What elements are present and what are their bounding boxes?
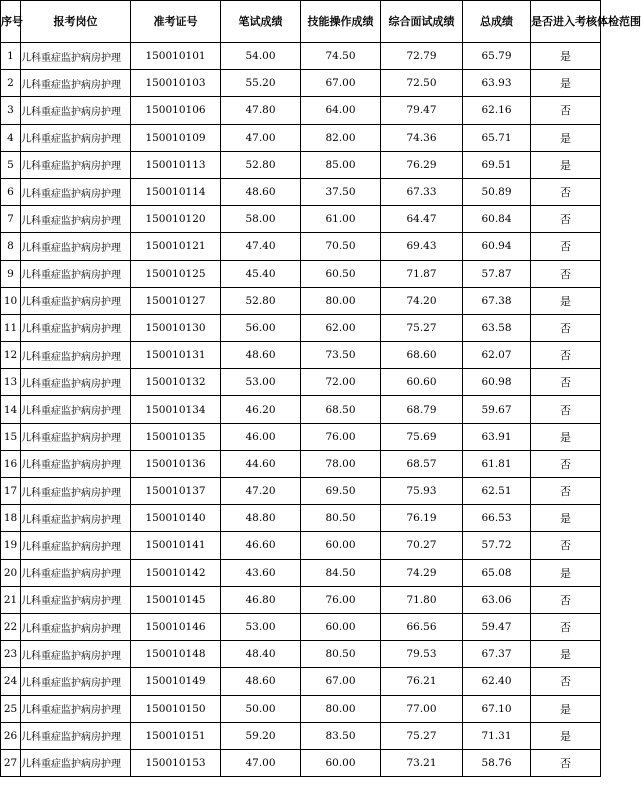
cell-total: 67.10 xyxy=(463,695,531,722)
cell-skill: 70.50 xyxy=(301,233,381,260)
cell-skill: 67.00 xyxy=(301,668,381,695)
cell-skill: 73.50 xyxy=(301,342,381,369)
cell-post: 儿科重症监护病房护理 xyxy=(21,396,131,423)
cell-written: 46.20 xyxy=(221,396,301,423)
cell-check: 否 xyxy=(531,613,601,640)
cell-interview: 69.43 xyxy=(381,233,463,260)
cell-skill: 68.50 xyxy=(301,396,381,423)
cell-skill: 74.50 xyxy=(301,43,381,70)
cell-interview: 66.56 xyxy=(381,613,463,640)
cell-post: 儿科重症监护病房护理 xyxy=(21,151,131,178)
table-row xyxy=(1,124,601,151)
cell-interview: 71.87 xyxy=(381,260,463,287)
cell-check: 否 xyxy=(531,314,601,341)
cell-written: 47.20 xyxy=(221,478,301,505)
cell-seq: 26 xyxy=(1,722,21,749)
cell-post: 儿科重症监护病房护理 xyxy=(21,287,131,314)
cell-written: 47.80 xyxy=(221,97,301,124)
cell-seq: 19 xyxy=(1,532,21,559)
cell-written: 52.80 xyxy=(221,151,301,178)
cell-interview: 68.79 xyxy=(381,396,463,423)
cell-interview: 75.69 xyxy=(381,423,463,450)
header-total: 总成绩 xyxy=(463,1,531,43)
cell-skill: 76.00 xyxy=(301,586,381,613)
cell-total: 63.58 xyxy=(463,314,531,341)
cell-exam-id: 150010134 xyxy=(131,396,221,423)
cell-written: 56.00 xyxy=(221,314,301,341)
table-row xyxy=(1,233,601,260)
cell-seq: 2 xyxy=(1,70,21,97)
table-row xyxy=(1,369,601,396)
cell-check: 否 xyxy=(531,450,601,477)
cell-exam-id: 150010120 xyxy=(131,206,221,233)
table-row xyxy=(1,559,601,586)
cell-skill: 83.50 xyxy=(301,722,381,749)
header-row xyxy=(1,1,601,43)
header-check: 是否进入考核体检范围 xyxy=(531,1,601,43)
cell-exam-id: 150010151 xyxy=(131,722,221,749)
table-row xyxy=(1,287,601,314)
cell-interview: 68.60 xyxy=(381,342,463,369)
cell-total: 59.47 xyxy=(463,613,531,640)
cell-check: 是 xyxy=(531,287,601,314)
cell-interview: 74.20 xyxy=(381,287,463,314)
cell-seq: 14 xyxy=(1,396,21,423)
cell-exam-id: 150010114 xyxy=(131,178,221,205)
cell-interview: 76.21 xyxy=(381,668,463,695)
cell-total: 50.89 xyxy=(463,178,531,205)
cell-written: 48.40 xyxy=(221,641,301,668)
cell-total: 67.38 xyxy=(463,287,531,314)
cell-written: 58.00 xyxy=(221,206,301,233)
cell-check: 是 xyxy=(531,124,601,151)
table-row xyxy=(1,97,601,124)
cell-check: 否 xyxy=(531,396,601,423)
table-row xyxy=(1,178,601,205)
cell-total: 63.93 xyxy=(463,70,531,97)
cell-total: 60.94 xyxy=(463,233,531,260)
cell-skill: 60.00 xyxy=(301,532,381,559)
cell-skill: 82.00 xyxy=(301,124,381,151)
cell-check: 否 xyxy=(531,749,601,776)
cell-interview: 74.29 xyxy=(381,559,463,586)
cell-written: 48.80 xyxy=(221,505,301,532)
cell-seq: 15 xyxy=(1,423,21,450)
cell-written: 46.00 xyxy=(221,423,301,450)
cell-total: 60.84 xyxy=(463,206,531,233)
table-row xyxy=(1,532,601,559)
cell-written: 43.60 xyxy=(221,559,301,586)
cell-total: 62.51 xyxy=(463,478,531,505)
cell-written: 59.20 xyxy=(221,722,301,749)
table-row xyxy=(1,423,601,450)
cell-check: 是 xyxy=(531,151,601,178)
cell-check: 否 xyxy=(531,586,601,613)
table-row xyxy=(1,206,601,233)
cell-skill: 60.50 xyxy=(301,260,381,287)
cell-check: 是 xyxy=(531,722,601,749)
header-interview: 综合面试成绩 xyxy=(381,1,463,43)
table-row xyxy=(1,586,601,613)
cell-skill: 80.00 xyxy=(301,287,381,314)
cell-exam-id: 150010130 xyxy=(131,314,221,341)
cell-skill: 84.50 xyxy=(301,559,381,586)
cell-seq: 10 xyxy=(1,287,21,314)
cell-post: 儿科重症监护病房护理 xyxy=(21,124,131,151)
cell-written: 46.60 xyxy=(221,532,301,559)
cell-post: 儿科重症监护病房护理 xyxy=(21,178,131,205)
header-written: 笔试成绩 xyxy=(221,1,301,43)
cell-total: 62.07 xyxy=(463,342,531,369)
cell-total: 57.87 xyxy=(463,260,531,287)
cell-post: 儿科重症监护病房护理 xyxy=(21,668,131,695)
cell-total: 65.79 xyxy=(463,43,531,70)
cell-exam-id: 150010125 xyxy=(131,260,221,287)
cell-written: 50.00 xyxy=(221,695,301,722)
cell-exam-id: 150010140 xyxy=(131,505,221,532)
cell-exam-id: 150010109 xyxy=(131,124,221,151)
cell-post: 儿科重症监护病房护理 xyxy=(21,260,131,287)
table-row xyxy=(1,695,601,722)
table-row xyxy=(1,260,601,287)
cell-seq: 27 xyxy=(1,749,21,776)
cell-written: 52.80 xyxy=(221,287,301,314)
cell-seq: 8 xyxy=(1,233,21,260)
cell-written: 44.60 xyxy=(221,450,301,477)
cell-seq: 20 xyxy=(1,559,21,586)
cell-check: 否 xyxy=(531,260,601,287)
cell-exam-id: 150010131 xyxy=(131,342,221,369)
cell-skill: 80.50 xyxy=(301,641,381,668)
cell-post: 儿科重症监护病房护理 xyxy=(21,70,131,97)
cell-written: 45.40 xyxy=(221,260,301,287)
cell-skill: 67.00 xyxy=(301,70,381,97)
cell-seq: 6 xyxy=(1,178,21,205)
cell-total: 63.91 xyxy=(463,423,531,450)
cell-check: 否 xyxy=(531,97,601,124)
cell-interview: 79.47 xyxy=(381,97,463,124)
cell-seq: 5 xyxy=(1,151,21,178)
table-row xyxy=(1,43,601,70)
cell-written: 48.60 xyxy=(221,178,301,205)
cell-check: 是 xyxy=(531,505,601,532)
cell-written: 55.20 xyxy=(221,70,301,97)
cell-seq: 16 xyxy=(1,450,21,477)
cell-post: 儿科重症监护病房护理 xyxy=(21,695,131,722)
cell-exam-id: 150010146 xyxy=(131,613,221,640)
cell-written: 46.80 xyxy=(221,586,301,613)
cell-skill: 62.00 xyxy=(301,314,381,341)
cell-skill: 69.50 xyxy=(301,478,381,505)
cell-interview: 79.53 xyxy=(381,641,463,668)
cell-exam-id: 150010153 xyxy=(131,749,221,776)
table-row xyxy=(1,396,601,423)
cell-post: 儿科重症监护病房护理 xyxy=(21,342,131,369)
cell-check: 是 xyxy=(531,559,601,586)
cell-exam-id: 150010121 xyxy=(131,233,221,260)
cell-post: 儿科重症监护病房护理 xyxy=(21,505,131,532)
cell-post: 儿科重症监护病房护理 xyxy=(21,641,131,668)
cell-exam-id: 150010132 xyxy=(131,369,221,396)
cell-check: 是 xyxy=(531,43,601,70)
cell-skill: 37.50 xyxy=(301,178,381,205)
cell-exam-id: 150010149 xyxy=(131,668,221,695)
cell-interview: 75.93 xyxy=(381,478,463,505)
table-row xyxy=(1,342,601,369)
cell-total: 65.71 xyxy=(463,124,531,151)
cell-check: 否 xyxy=(531,478,601,505)
header-exam-id: 准考证号 xyxy=(131,1,221,43)
table-row xyxy=(1,151,601,178)
cell-exam-id: 150010113 xyxy=(131,151,221,178)
cell-post: 儿科重症监护病房护理 xyxy=(21,722,131,749)
cell-written: 47.00 xyxy=(221,124,301,151)
cell-post: 儿科重症监护病房护理 xyxy=(21,423,131,450)
cell-exam-id: 150010142 xyxy=(131,559,221,586)
cell-seq: 21 xyxy=(1,586,21,613)
cell-interview: 60.60 xyxy=(381,369,463,396)
cell-written: 48.60 xyxy=(221,342,301,369)
cell-total: 59.67 xyxy=(463,396,531,423)
cell-seq: 24 xyxy=(1,668,21,695)
cell-interview: 75.27 xyxy=(381,722,463,749)
table-row xyxy=(1,314,601,341)
cell-total: 60.98 xyxy=(463,369,531,396)
cell-interview: 76.29 xyxy=(381,151,463,178)
cell-interview: 64.47 xyxy=(381,206,463,233)
cell-post: 儿科重症监护病房护理 xyxy=(21,43,131,70)
cell-seq: 11 xyxy=(1,314,21,341)
cell-check: 否 xyxy=(531,342,601,369)
cell-skill: 85.00 xyxy=(301,151,381,178)
cell-interview: 77.00 xyxy=(381,695,463,722)
cell-exam-id: 150010135 xyxy=(131,423,221,450)
cell-exam-id: 150010136 xyxy=(131,450,221,477)
cell-exam-id: 150010103 xyxy=(131,70,221,97)
cell-seq: 3 xyxy=(1,97,21,124)
cell-written: 54.00 xyxy=(221,43,301,70)
cell-skill: 61.00 xyxy=(301,206,381,233)
cell-total: 66.53 xyxy=(463,505,531,532)
cell-exam-id: 150010106 xyxy=(131,97,221,124)
cell-post: 儿科重症监护病房护理 xyxy=(21,532,131,559)
cell-written: 48.60 xyxy=(221,668,301,695)
cell-interview: 67.33 xyxy=(381,178,463,205)
cell-check: 否 xyxy=(531,369,601,396)
cell-post: 儿科重症监护病房护理 xyxy=(21,586,131,613)
table-row xyxy=(1,749,601,776)
cell-total: 62.16 xyxy=(463,97,531,124)
cell-check: 是 xyxy=(531,423,601,450)
cell-interview: 76.19 xyxy=(381,505,463,532)
cell-total: 71.31 xyxy=(463,722,531,749)
table-row xyxy=(1,478,601,505)
cell-check: 否 xyxy=(531,178,601,205)
cell-post: 儿科重症监护病房护理 xyxy=(21,450,131,477)
table-body xyxy=(1,43,601,777)
cell-exam-id: 150010101 xyxy=(131,43,221,70)
cell-written: 53.00 xyxy=(221,369,301,396)
cell-seq: 25 xyxy=(1,695,21,722)
cell-check: 否 xyxy=(531,233,601,260)
table-row xyxy=(1,668,601,695)
cell-written: 53.00 xyxy=(221,613,301,640)
cell-total: 65.08 xyxy=(463,559,531,586)
cell-check: 是 xyxy=(531,641,601,668)
cell-seq: 12 xyxy=(1,342,21,369)
cell-total: 69.51 xyxy=(463,151,531,178)
cell-total: 63.06 xyxy=(463,586,531,613)
cell-exam-id: 150010150 xyxy=(131,695,221,722)
cell-seq: 7 xyxy=(1,206,21,233)
table-row xyxy=(1,505,601,532)
cell-exam-id: 150010127 xyxy=(131,287,221,314)
cell-skill: 64.00 xyxy=(301,97,381,124)
cell-skill: 80.50 xyxy=(301,505,381,532)
cell-check: 是 xyxy=(531,70,601,97)
cell-exam-id: 150010141 xyxy=(131,532,221,559)
cell-exam-id: 150010145 xyxy=(131,586,221,613)
cell-post: 儿科重症监护病房护理 xyxy=(21,233,131,260)
cell-exam-id: 150010137 xyxy=(131,478,221,505)
cell-check: 否 xyxy=(531,532,601,559)
table-header xyxy=(1,1,641,43)
cell-post: 儿科重症监护病房护理 xyxy=(21,314,131,341)
cell-interview: 73.21 xyxy=(381,749,463,776)
cell-seq: 13 xyxy=(1,369,21,396)
cell-total: 67.37 xyxy=(463,641,531,668)
cell-interview: 72.50 xyxy=(381,70,463,97)
cell-skill: 60.00 xyxy=(301,749,381,776)
table-row xyxy=(1,70,601,97)
cell-post: 儿科重症监护病房护理 xyxy=(21,97,131,124)
cell-interview: 74.36 xyxy=(381,124,463,151)
cell-total: 62.40 xyxy=(463,668,531,695)
header-skill: 技能操作成绩 xyxy=(301,1,381,43)
cell-exam-id: 150010148 xyxy=(131,641,221,668)
table-row xyxy=(1,450,601,477)
cell-skill: 60.00 xyxy=(301,613,381,640)
table-row xyxy=(1,641,601,668)
cell-total: 61.81 xyxy=(463,450,531,477)
cell-skill: 76.00 xyxy=(301,423,381,450)
cell-seq: 1 xyxy=(1,43,21,70)
cell-post: 儿科重症监护病房护理 xyxy=(21,369,131,396)
cell-seq: 22 xyxy=(1,613,21,640)
table-row xyxy=(1,722,601,749)
cell-post: 儿科重症监护病房护理 xyxy=(21,559,131,586)
cell-seq: 9 xyxy=(1,260,21,287)
cell-post: 儿科重症监护病房护理 xyxy=(21,478,131,505)
cell-skill: 78.00 xyxy=(301,450,381,477)
cell-check: 是 xyxy=(531,695,601,722)
cell-skill: 80.00 xyxy=(301,695,381,722)
cell-check: 否 xyxy=(531,206,601,233)
cell-written: 47.40 xyxy=(221,233,301,260)
cell-interview: 71.80 xyxy=(381,586,463,613)
cell-interview: 68.57 xyxy=(381,450,463,477)
cell-seq: 18 xyxy=(1,505,21,532)
cell-post: 儿科重症监护病房护理 xyxy=(21,206,131,233)
cell-written: 47.00 xyxy=(221,749,301,776)
cell-seq: 4 xyxy=(1,124,21,151)
table-row xyxy=(1,613,601,640)
cell-seq: 17 xyxy=(1,478,21,505)
cell-interview: 70.27 xyxy=(381,532,463,559)
cell-total: 57.72 xyxy=(463,532,531,559)
cell-post: 儿科重症监护病房护理 xyxy=(21,613,131,640)
cell-total: 58.76 xyxy=(463,749,531,776)
cell-interview: 75.27 xyxy=(381,314,463,341)
header-post: 报考岗位 xyxy=(21,1,131,43)
cell-check: 否 xyxy=(531,668,601,695)
cell-skill: 72.00 xyxy=(301,369,381,396)
cell-post: 儿科重症监护病房护理 xyxy=(21,749,131,776)
cell-interview: 72.79 xyxy=(381,43,463,70)
header-seq: 序号 xyxy=(1,1,21,43)
cell-seq: 23 xyxy=(1,641,21,668)
